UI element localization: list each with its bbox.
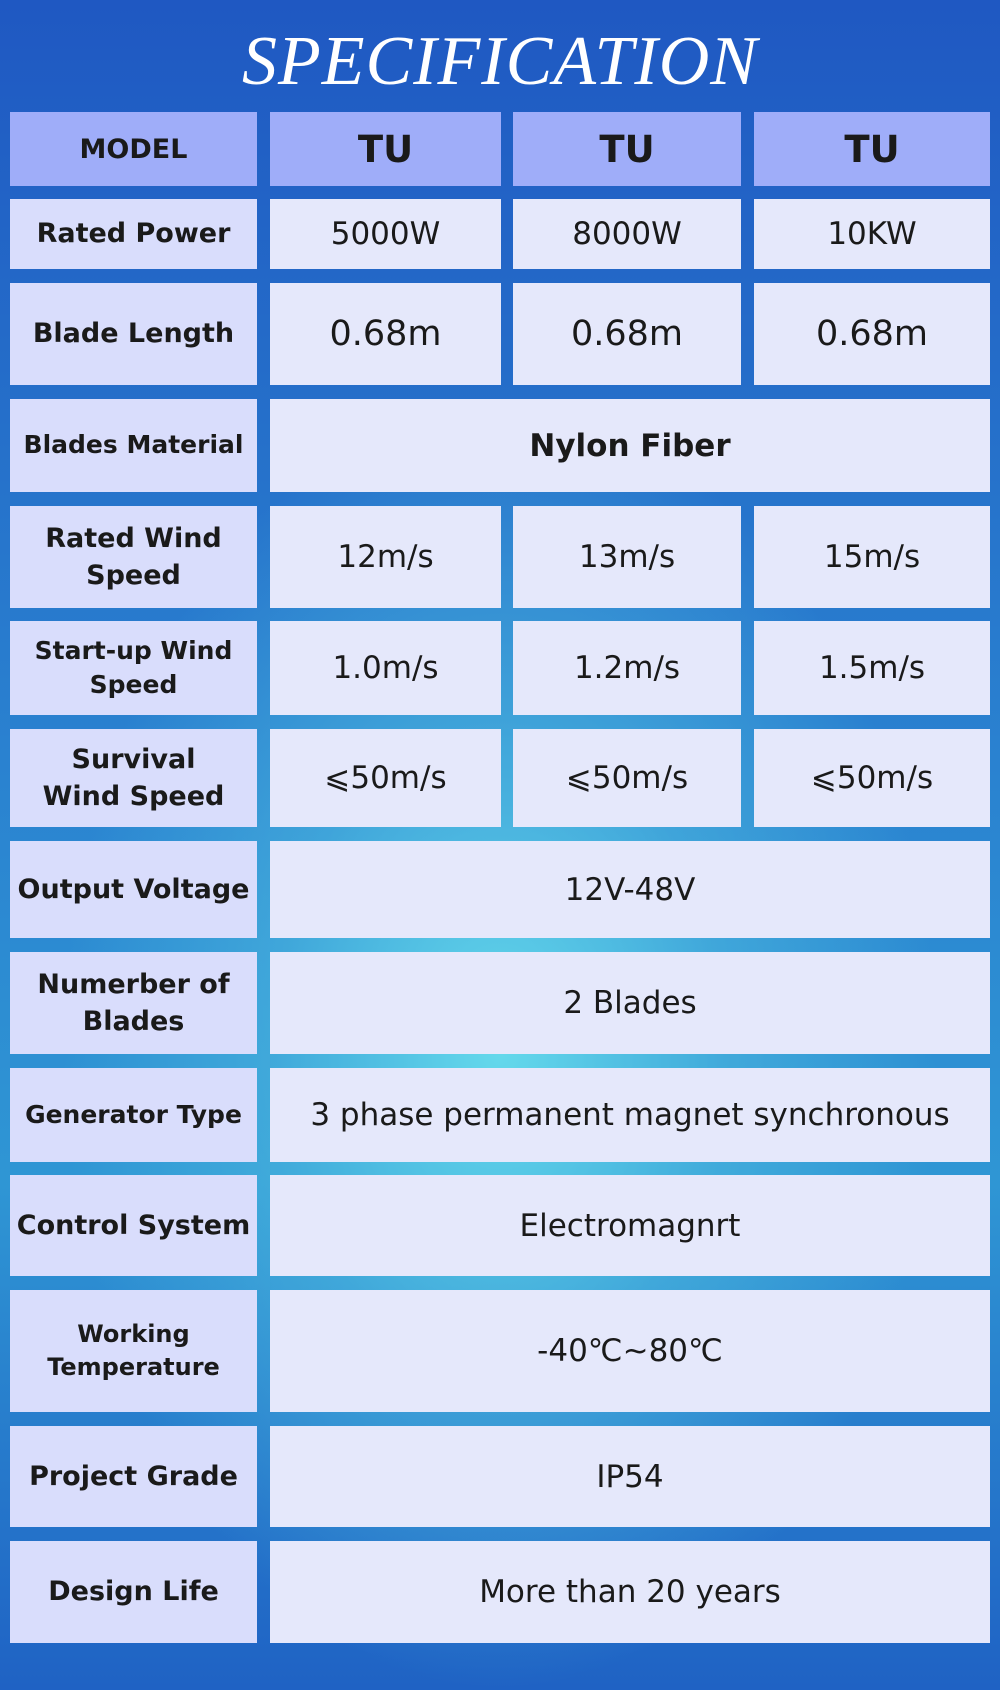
survival-wind-speed-value-3: ⩽50m/s bbox=[754, 729, 990, 827]
blade-length-value-1: 0.68m bbox=[270, 283, 501, 385]
project-grade-value: IP54 bbox=[270, 1426, 990, 1527]
design-life-value: More than 20 years bbox=[270, 1541, 990, 1643]
header-model-2: TU bbox=[513, 112, 741, 186]
survival-wind-speed-label: Survival Wind Speed bbox=[10, 729, 257, 827]
output-voltage-label: Output Voltage bbox=[10, 841, 257, 938]
survival-wind-speed-value-1: ⩽50m/s bbox=[270, 729, 501, 827]
output-voltage-value: 12V-48V bbox=[270, 841, 990, 938]
survival-wind-speed-value-2: ⩽50m/s bbox=[513, 729, 741, 827]
blades-material-label: Blades Material bbox=[10, 399, 257, 492]
startup-wind-speed-value-1: 1.0m/s bbox=[270, 621, 501, 715]
header-model-label: MODEL bbox=[10, 112, 257, 186]
rated-wind-speed-label: Rated Wind Speed bbox=[10, 506, 257, 608]
generator-type-label: Generator Type bbox=[10, 1068, 257, 1162]
rated-power-label: Rated Power bbox=[10, 199, 257, 269]
rated-power-value-3: 10KW bbox=[754, 199, 990, 269]
control-system-label: Control System bbox=[10, 1175, 257, 1276]
blade-length-value-3: 0.68m bbox=[754, 283, 990, 385]
header-model-1: TU bbox=[270, 112, 501, 186]
control-system-value: Electromagnrt bbox=[270, 1175, 990, 1276]
startup-wind-speed-label: Start-up Wind Speed bbox=[10, 621, 257, 715]
project-grade-label: Project Grade bbox=[10, 1426, 257, 1527]
page-title: SPECIFICATION bbox=[242, 23, 758, 100]
rated-wind-speed-value-1: 12m/s bbox=[270, 506, 501, 608]
design-life-label: Design Life bbox=[10, 1541, 257, 1643]
rated-wind-speed-value-3: 15m/s bbox=[754, 506, 990, 608]
number-of-blades-label: Numerber of Blades bbox=[10, 952, 257, 1054]
blade-length-label: Blade Length bbox=[10, 283, 257, 385]
working-temperature-label: Working Temperature bbox=[10, 1290, 257, 1412]
working-temperature-value: -40℃~80℃ bbox=[270, 1290, 990, 1412]
header-model-3: TU bbox=[754, 112, 990, 186]
blades-material-value: Nylon Fiber bbox=[270, 399, 990, 492]
startup-wind-speed-value-2: 1.2m/s bbox=[513, 621, 741, 715]
rated-power-value-1: 5000W bbox=[270, 199, 501, 269]
rated-wind-speed-value-2: 13m/s bbox=[513, 506, 741, 608]
rated-power-value-2: 8000W bbox=[513, 199, 741, 269]
startup-wind-speed-value-3: 1.5m/s bbox=[754, 621, 990, 715]
generator-type-value: 3 phase permanent magnet synchronous bbox=[270, 1068, 990, 1162]
blade-length-value-2: 0.68m bbox=[513, 283, 741, 385]
number-of-blades-value: 2 Blades bbox=[270, 952, 990, 1054]
